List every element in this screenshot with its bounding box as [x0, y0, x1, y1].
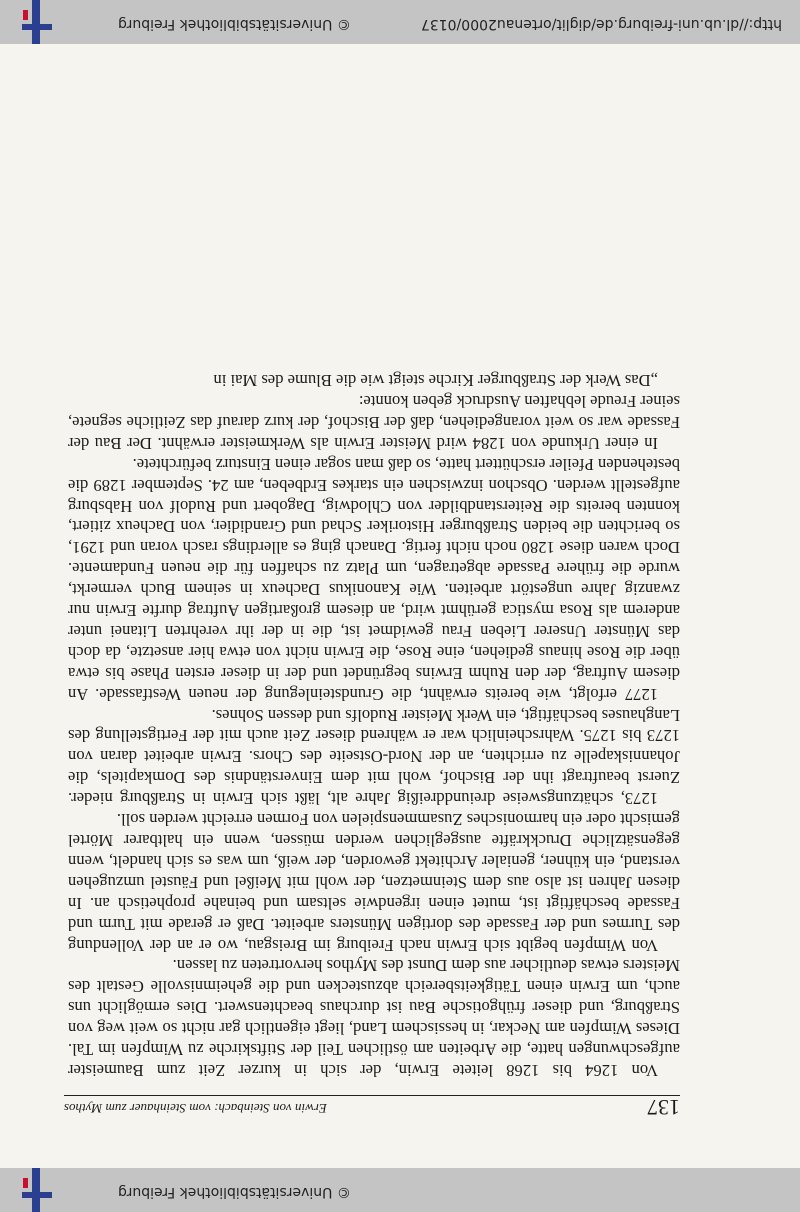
bottom-copyright-notice: © Universitätsbibliothek Freiburg — [118, 16, 351, 32]
library-logo-icon — [16, 0, 52, 44]
copyright-notice: © Universitätsbibliothek Freiburg — [118, 1184, 351, 1200]
library-logo-icon — [16, 1168, 52, 1212]
paragraph: 1277 erfolgt, wie bereits erwähnt, die Grundsteinlegung der neuen Westfassade. An diesem Auftrag, der den Ruhm Erwins begründet und der in dieser ersten Phase bis etwa über die Rose hinaus gediehen, eine Rose, die Erwin nicht von etwa hier ansetzte, da doch das Münster Unserer Lieben Frau gewidmet ist, die in der ihr verehrten Litanei unter anderem als Rosa mystica gerühmt wird, an diesem großartigen Auftrag durfte Erwin nur zwanzig Jahre ungestört arbeiten. Wie Kanonikus Dacheux in seinem Buch vermerkt, wurde die frühere Passade abgetragen, um Platz zu schaffen für die neuen Fundamente. Doch waren diese 1280 noch nicht fertig. Danach ging es allerdings rasch voran und 1291, so berichten die beiden Straßburger Historiker Schad und Grandidier, von Dacheux zitiert, konnten bereits die Reiterstandbilder von Chlodwig, Dagobert und Rudolf von Habsburg aufgestellt werden. Obschon inzwischen ein starkes Erdbeben, am 24. September 1289 die bestehenden Pfeiler erschüttert hatte, so daß man sogar einen Einsturz befürchtete. — [68, 454, 680, 704]
bottom-banner — [0, 0, 800, 44]
running-title: Erwin von Steinbach: vom Steinhauer zum Mythos — [64, 1101, 327, 1116]
paragraph: 1273, schätzungsweise dreiunddreißig Jahre alt, läßt sich Erwin in Straßburg nieder. Zuerst beauftragt ihn der Bischof, wohl mit dem Einverständnis des Domkapitels, die Johanniskapelle zu errichten, an der Nord-Ostseite des Chors. Erwin arbeitet daran von 1273 bis 1275. Wahrscheinlich war er während dieser Zeit auch mit der Fertigstellung des Langhauses beschäftigt, ein Werk Meister Rudolfs und dessen Sohnes. — [68, 705, 680, 809]
page-number: 137 — [647, 1095, 680, 1120]
paragraph: Von Wimpfen begibt sich Erwin nach Freiburg im Breisgau, wo er an der Vollendung des Turmes und der Fassade des dortigen Münsters arbeitet. Daß er gerade mit Turm und Fassade beschäftigt ist, mutet einen irgendwie seltsam und beinahe prophetisch an. In diesen Jahren ist also aus dem Steinmetzen, der wohl mit Meißel und Fäustel umzugehen verstand, ein kühner, genialer Architekt geworden, der weiß, um was es sich handelt, wenn gegensätzliche Druckkräfte ausgeglichen werden müssen, wenn ein haltbarer Mörtel gemischt oder ein harmonisches Zusammenspielen von Formen erreicht werden soll. — [68, 810, 680, 955]
source-url[interactable]: http://dl.ub.uni-freiburg.de/diglit/ortenau2000/0137 — [420, 16, 782, 32]
body-text — [68, 369, 680, 1080]
top-banner — [0, 1168, 800, 1212]
paragraph: In einer Urkunde von 1284 wird Meister Erwin als Werkmeister erwähnt. Der Bau der Fassade war so weit vorangediehen, daß der Bischof, der kurz darauf das Zeitliche segnete, seiner Freude lebhaften Ausdruck geben konnte: — [68, 392, 680, 453]
paragraph: Von 1264 bis 1268 leitete Erwin, der sich in kurzer Zeit zum Baumeister aufgeschwungen hatte, die Arbeiten am östlichen Teil der Stiftskirche zu Wimpfen im Tal. Dieses Wimpfen am Neckar, in hessischem Land, liegt eigentlich gar nicht so weit weg von Straßburg, und dieser frühgotische Bau ist durchaus beachtenswert. Dies ermöglicht uns auch, um Erwin einen Tätigkeitsbereich abzustecken und die geheimnisvolle Gestalt des Meisters etwas deutlicher aus dem Dunst des Mythos hervortreten zu lassen. — [68, 956, 680, 1080]
paragraph: „Das Werk der Straßburger Kirche steigt wie die Blume des Mai in — [213, 371, 658, 391]
running-header — [64, 1095, 680, 1120]
